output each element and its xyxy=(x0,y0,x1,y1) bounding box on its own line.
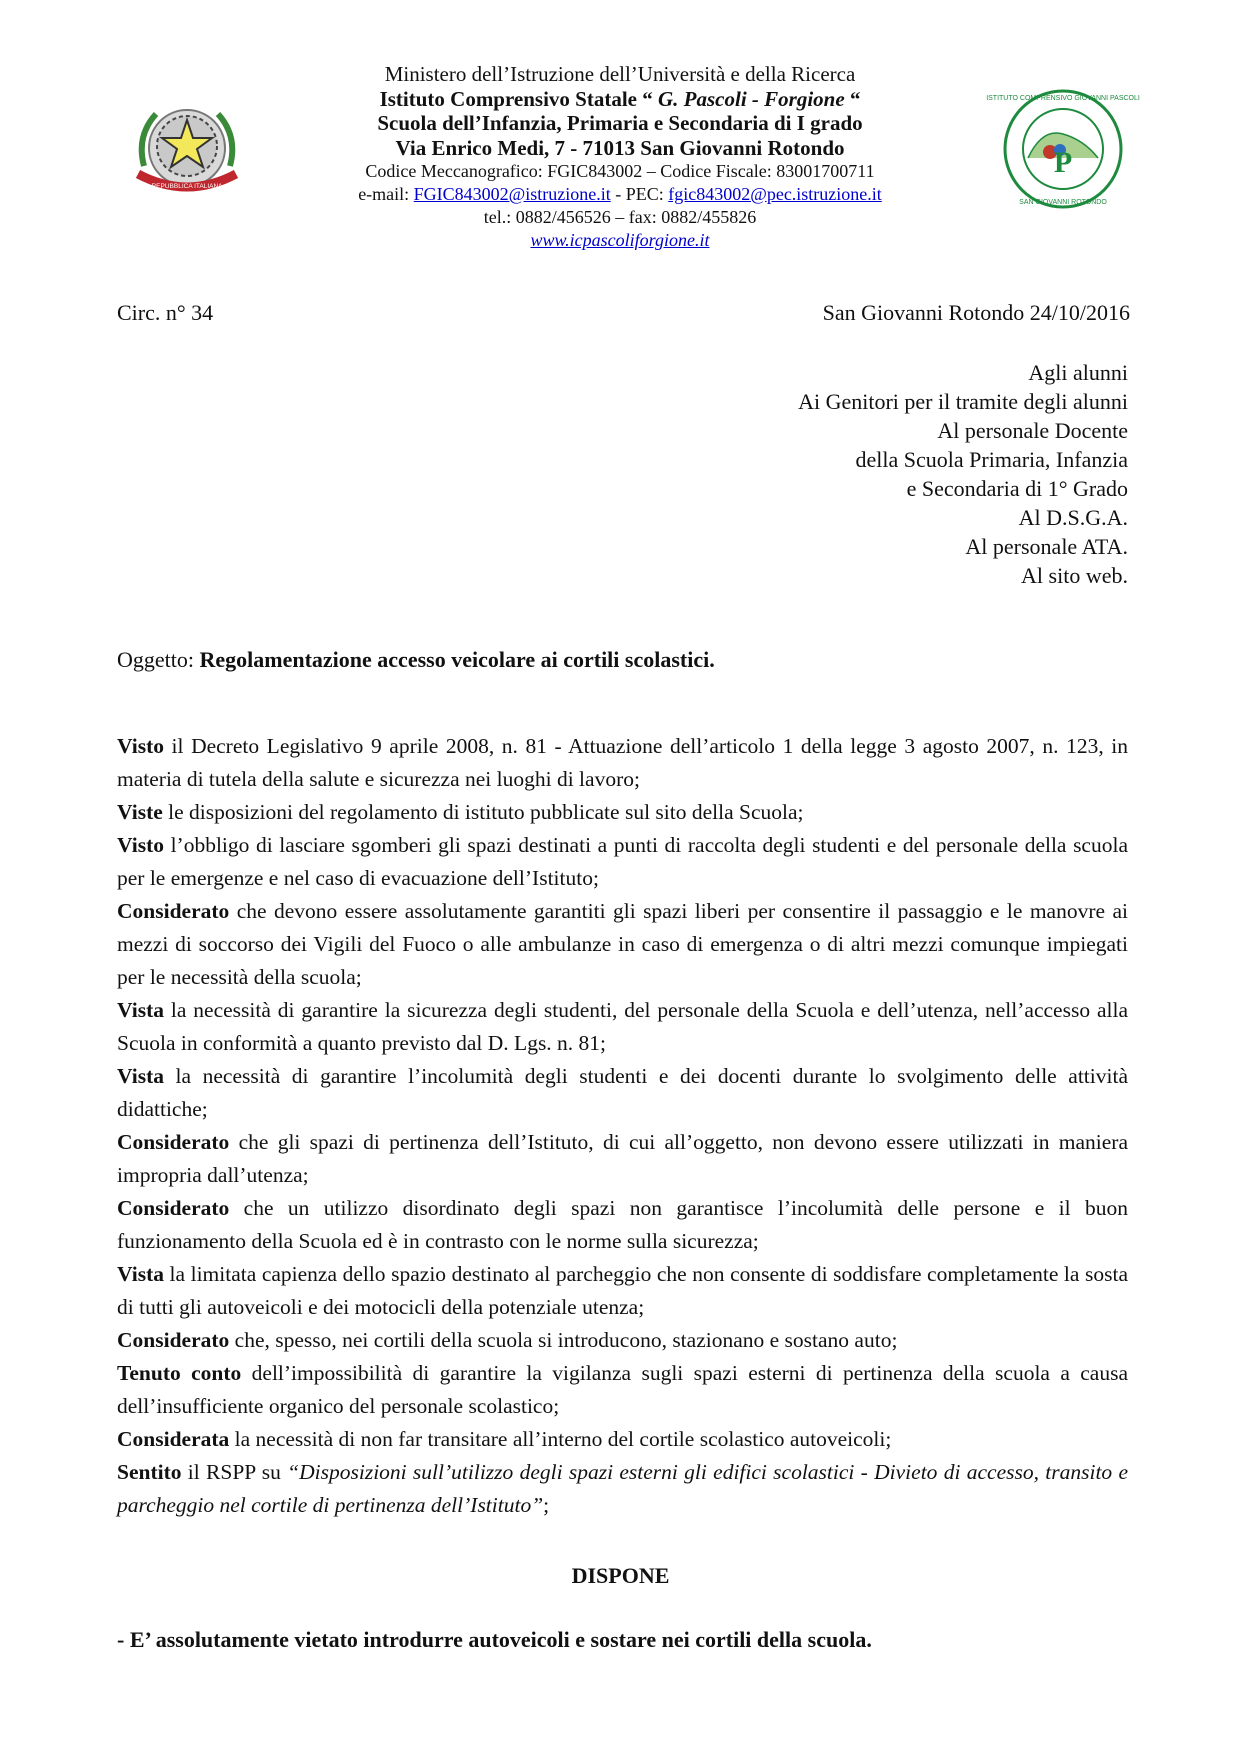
premise-paragraph: Tenuto conto dell’impossibilità di garantire la vigilanza sugli spazi esterni di pertinenza della scuola a causa dell’insufficiente organico del personale scolastico; xyxy=(117,1361,1128,1418)
circular-number: Circ. n° 34 xyxy=(117,300,214,325)
dispone-heading: DISPONE xyxy=(571,1563,670,1588)
website-line xyxy=(250,229,990,252)
recipient: Agli alunni xyxy=(1028,360,1128,385)
italian-emblem-logo xyxy=(126,96,248,204)
premise-paragraph: Considerata la necessità di non far transitare all’interno del cortile scolastico autoveicoli; xyxy=(117,1427,892,1451)
contact-phone: tel.: 0882/456526 – fax: 0882/455826 xyxy=(483,207,757,227)
school-logo xyxy=(986,88,1140,210)
school-name: Istituto Comprensivo Statale “ G. Pascoli - Forgione “ xyxy=(379,86,861,111)
recipient: e Secondaria di 1° Grado xyxy=(906,476,1128,501)
letterhead xyxy=(250,62,990,252)
school-address: Via Enrico Medi, 7 - 71013 San Giovanni Rotondo xyxy=(395,135,845,160)
premises-body xyxy=(117,730,1128,1522)
emblem-banner-text: REPUBBLICA ITALIANA xyxy=(151,183,223,190)
premise-paragraph: Vista la limitata capienza dello spazio destinato al parcheggio che non consente di soddisfare completamente la sosta di tutti gli autoveicoli e dei motocicli della potenziale utenza; xyxy=(117,1262,1128,1319)
date-line: San Giovanni Rotondo 24/10/2016 xyxy=(822,300,1130,325)
premise-paragraph: Viste le disposizioni del regolamento di istituto pubblicate sul sito della Scuola; xyxy=(117,800,804,824)
website-link[interactable]: www.icpascoliforgione.it xyxy=(530,230,710,250)
svg-text:P: P xyxy=(1053,146,1073,179)
subject-label: Oggetto: xyxy=(117,647,200,672)
premise-paragraph: Vista la necessità di garantire la sicurezza degli studenti, del personale della Scuola e dell’utenza, nell’accesso alla Scuola in conformità a quanto previsto dal D. Lgs. n. 81; xyxy=(117,998,1128,1055)
premise-paragraph: Considerato che gli spazi di pertinenza dell’Istituto, di cui all’oggetto, non devono essere utilizzati in maniera impropria dall’utenza; xyxy=(117,1130,1128,1187)
subject-line xyxy=(117,647,715,673)
final-rule: - E’ assolutamente vietato introdurre autoveicoli e sostare nei cortili della scuola. xyxy=(117,1627,872,1652)
sentito-paragraph: Sentito il RSPP su “Disposizioni sull’utilizzo degli spazi esterni gli edifici scolastici - Divieto di accesso, transito e parcheggio nel cortile di pertinenza dell’Istituto”; xyxy=(117,1460,1128,1517)
premise-paragraph: Vista la necessità di garantire l’incolumità degli studenti e dei docenti durante lo svolgimento delle attività didattiche; xyxy=(117,1064,1128,1121)
svg-text:SAN GIOVANNI ROTONDO: SAN GIOVANNI ROTONDO xyxy=(1019,199,1107,206)
subject-text: Regolamentazione accesso veicolare ai cortili scolastici. xyxy=(199,647,715,672)
school-logo-ring-text: ISTITUTO COMPRENSIVO GIOVANNI PASCOLI xyxy=(986,95,1140,102)
recipient: della Scuola Primaria, Infanzia xyxy=(855,447,1128,472)
recipients-list xyxy=(690,358,1128,590)
school-levels: Scuola dell’Infanzia, Primaria e Secondaria di I grado xyxy=(377,111,863,135)
premise-paragraph: Considerato che devono essere assolutamente garantiti gli spazi liberi per consentire il passaggio e le manovre ai mezzi di soccorso dei Vigili del Fuoco o alle ambulanze in caso di emergenza o di altri mezzi comunque impiegati per le necessità della scuola; xyxy=(117,899,1128,989)
premise-paragraph: Considerato che un utilizzo disordinato degli spazi non garantisce l’incolumità delle persone e il buon funzionamento della Scuola ed è in contrasto con le norme sulla sicurezza; xyxy=(117,1196,1128,1253)
recipient: Ai Genitori per il tramite degli alunni xyxy=(798,389,1128,414)
premise-paragraph: Visto l’obbligo di lasciare sgomberi gli spazi destinati a punti di raccolta degli studenti e del personale della scuola per le emergenze e nel caso di evacuazione dell’Istituto; xyxy=(117,833,1128,890)
recipient: Al D.S.G.A. xyxy=(1018,505,1128,530)
premise-paragraph: Considerato che, spesso, nei cortili della scuola si introducono, stazionano e sostano auto; xyxy=(117,1328,898,1352)
ministry-name: Ministero dell’Istruzione dell’Università e della Ricerca xyxy=(384,62,856,86)
rspp-quote: “Disposizioni sull’utilizzo degli spazi esterni gli edifici scolastici - Divieto di accesso, transito e parcheggio nel cortile di pertinenza dell’Istituto” xyxy=(117,1460,1128,1517)
pec-link[interactable]: fgic843002@pec.istruzione.it xyxy=(668,184,882,204)
email-link[interactable]: FGIC843002@istruzione.it xyxy=(413,184,611,204)
recipient: Al personale ATA. xyxy=(965,534,1128,559)
recipient: Al sito web. xyxy=(1021,563,1128,588)
school-codes: Codice Meccanografico: FGIC843002 – Codice Fiscale: 83001700711 xyxy=(365,161,875,181)
premise-paragraph: Visto il Decreto Legislativo 9 aprile 2008, n. 81 - Attuazione dell’articolo 1 della legge 3 agosto 2007, n. 123, in materia di tutela della salute e sicurezza nei luoghi di lavoro; xyxy=(117,734,1128,791)
recipient: Al personale Docente xyxy=(937,418,1128,443)
contact-emails: e-mail: FGIC843002@istruzione.it - PEC: fgic843002@pec.istruzione.it xyxy=(358,184,882,204)
